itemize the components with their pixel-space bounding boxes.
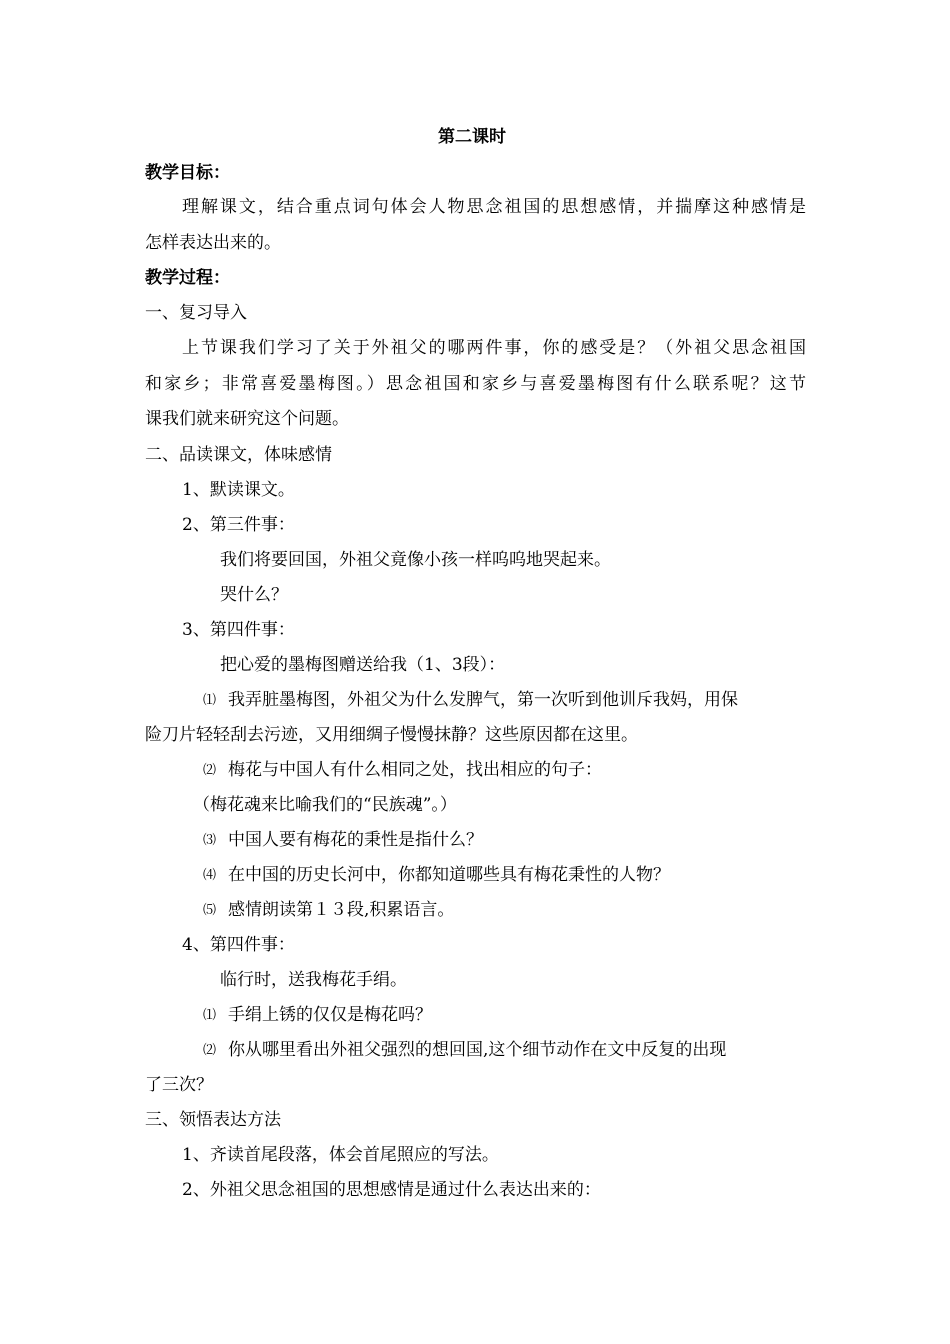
item-4-question-2: [203, 1039, 726, 1062]
section-2-item-2-question: 哭什么？: [220, 585, 288, 605]
item-4-q2-number: ⑵: [203, 1043, 217, 1058]
section-1-heading: 一、复习导入: [145, 303, 247, 323]
item-3-q1-line-2: 险刀片轻轻刮去污迹，又用细绸子慢慢抹静？这些原因都在这里。: [145, 725, 638, 745]
process-heading: 教学过程：: [145, 268, 230, 288]
item-3-q1-line-1: 我弄脏墨梅图，外祖父为什么发脾气，第一次听到他训斥我妈，用保: [228, 690, 739, 710]
item-3-question-4: [203, 864, 670, 887]
section-2-item-3: 3、第四件事：: [182, 620, 295, 640]
item-3-q4-number: ⑷: [203, 868, 217, 883]
section-2-item-3-text: 把心爱的墨梅图赠送给我（1、3段）：: [220, 655, 506, 675]
item-3-question-1: [203, 689, 738, 712]
section-1-para-line-2: 和家乡；非常喜爱墨梅图。）思念祖国和家乡与喜爱墨梅图有什么联系呢？这节: [145, 374, 806, 394]
item-3-q2-text: 梅花与中国人有什么相同之处，找出相应的句子：: [228, 760, 603, 780]
item-3-q2-answer: （梅花魂来比喻我们的“民族魂”。）: [193, 795, 457, 815]
section-3-item-2: 2、外祖父思念祖国的思想感情是通过什么表达出来的：: [182, 1180, 601, 1200]
section-1-para-line-1: 上节课我们学习了关于外祖父的哪两件事，你的感受是？（外祖父思念祖国: [182, 338, 806, 358]
section-2-item-4: 4、第四件事：: [182, 935, 295, 955]
item-3-question-5: [203, 899, 454, 922]
item-3-q3-number: ⑶: [203, 833, 217, 848]
item-3-q4-text: 在中国的历史长河中，你都知道哪些具有梅花秉性的人物？: [228, 865, 671, 885]
item-3-q5-number: ⑸: [203, 903, 217, 918]
goal-line-2: 怎样表达出来的。: [145, 233, 281, 253]
lesson-title: 第二课时: [438, 127, 506, 147]
goal-heading: 教学目标：: [145, 163, 230, 183]
goal-line-1: 理解课文，结合重点词句体会人物思念祖国的思想感情，并揣摩这种感情是: [182, 197, 806, 217]
section-2-item-4-text: 临行时，送我梅花手绢。: [220, 970, 407, 990]
section-3-item-1: 1、齐读首尾段落，体会首尾照应的写法。: [182, 1145, 499, 1165]
item-4-q1-number: ⑴: [203, 1008, 217, 1023]
item-3-q3-text: 中国人要有梅花的秉性是指什么？: [228, 830, 484, 850]
section-3-heading: 三、领悟表达方法: [145, 1110, 281, 1130]
section-2-item-2: 2、第三件事：: [182, 515, 295, 535]
item-3-q1-number: ⑴: [203, 693, 217, 708]
item-4-q2-line-2: 了三次？: [145, 1075, 213, 1095]
item-4-question-1: [203, 1004, 432, 1027]
item-3-question-3: [203, 829, 483, 852]
section-2-item-1: 1、默读课文。: [182, 480, 295, 500]
item-4-q2-line-1: 你从哪里看出外祖父强烈的想回国,这个细节动作在文中反复的出现: [228, 1040, 727, 1060]
item-3-q2-number: ⑵: [203, 763, 217, 778]
section-1-para-line-3: 课我们就来研究这个问题。: [145, 409, 349, 429]
item-3-q5-text: 感情朗读第１３段,积累语言。: [228, 900, 455, 920]
section-2-heading: 二、品读课文，体味感情: [145, 445, 332, 465]
item-3-question-2: [203, 759, 602, 782]
section-2-item-2-text: 我们将要回国，外祖父竟像小孩一样呜呜地哭起来。: [220, 550, 611, 570]
item-4-q1-text: 手绢上锈的仅仅是梅花吗？: [228, 1005, 433, 1025]
